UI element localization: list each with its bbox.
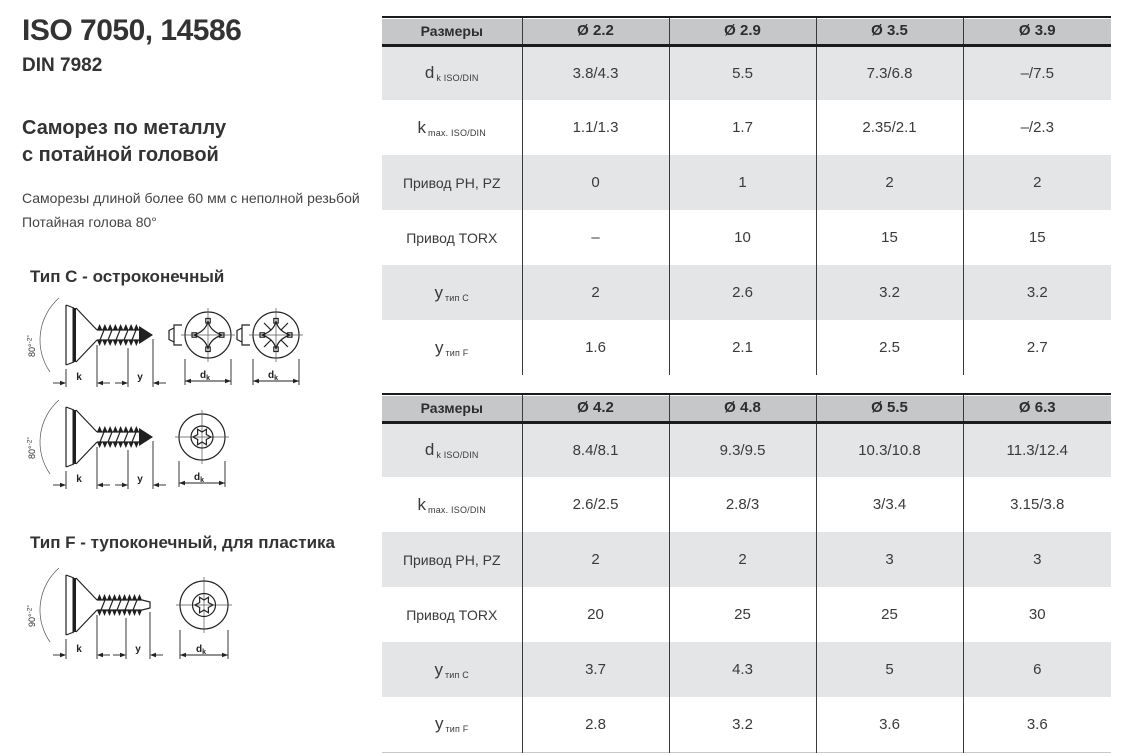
page-title-din: DIN 7982 bbox=[22, 55, 103, 76]
dimensions-table-small-diameters bbox=[382, 16, 1111, 375]
screw-side-view-icon bbox=[26, 568, 164, 659]
cell-value: 2 bbox=[669, 532, 816, 587]
table-row bbox=[382, 422, 1111, 477]
header-cell-diameter: Ø 5.5 bbox=[816, 394, 963, 422]
cell-value: 30 bbox=[963, 587, 1111, 642]
table-row bbox=[382, 320, 1111, 375]
cell-value: 7.3/6.8 bbox=[816, 45, 963, 100]
cell-value: 2.6/2.5 bbox=[522, 477, 669, 532]
table-header-row bbox=[382, 394, 1111, 422]
row-label-subscript: max. ISO/DIN bbox=[426, 127, 486, 138]
type-c-drawing-ph-pz bbox=[22, 295, 322, 395]
header-cell-diameter: Ø 2.2 bbox=[522, 17, 669, 45]
table-row bbox=[382, 45, 1111, 100]
row-label bbox=[382, 532, 522, 587]
product-notes bbox=[22, 187, 374, 235]
cell-value: 10.3/10.8 bbox=[816, 422, 963, 477]
cell-value: 2.8 bbox=[522, 697, 669, 752]
cell-value: 25 bbox=[816, 587, 963, 642]
cell-value: 10 bbox=[669, 210, 816, 265]
row-label-subscript: тип F bbox=[443, 347, 469, 358]
cell-value: 3 bbox=[816, 532, 963, 587]
row-label bbox=[382, 265, 522, 320]
row-label-main: Привод TORX bbox=[406, 229, 498, 246]
cell-value: 2 bbox=[816, 155, 963, 210]
cell-value: 0 bbox=[522, 155, 669, 210]
dim-k-label: k bbox=[76, 643, 82, 655]
row-label bbox=[382, 642, 522, 697]
dim-dk-label: $d_k$ bbox=[267, 369, 279, 382]
row-label bbox=[382, 422, 522, 477]
cell-value: 15 bbox=[963, 210, 1111, 265]
cell-value: 2.8/3 bbox=[669, 477, 816, 532]
dim-k-label: k bbox=[76, 473, 82, 485]
table-row bbox=[382, 642, 1111, 697]
row-label-main: k bbox=[417, 494, 427, 514]
dim-dk-label: $d_k$ bbox=[195, 643, 207, 656]
row-label bbox=[382, 100, 522, 155]
cell-value: 2.5 bbox=[816, 320, 963, 375]
row-label bbox=[382, 320, 522, 375]
row-label-main: y bbox=[434, 659, 443, 679]
row-label bbox=[382, 210, 522, 265]
cell-value: 3 bbox=[963, 532, 1111, 587]
row-label-main: y bbox=[434, 337, 444, 357]
type-f-heading: Тип F - тупоконечный, для пластика bbox=[30, 532, 335, 552]
cell-value: –/7.5 bbox=[963, 45, 1111, 100]
row-label bbox=[382, 155, 522, 210]
row-label-main: Привод PH, PZ bbox=[402, 551, 501, 568]
type-c-heading: Тип C - остроконечный bbox=[30, 266, 225, 286]
cell-value: 5 bbox=[816, 642, 963, 697]
cell-value: 3.15/3.8 bbox=[963, 477, 1111, 532]
cell-value: –/2.3 bbox=[963, 100, 1111, 155]
note-thread: Саморезы длиной более 60 мм с неполной резьбой bbox=[22, 190, 360, 206]
cell-value: 4.3 bbox=[669, 642, 816, 697]
cell-value: 20 bbox=[522, 587, 669, 642]
screw-side-view-icon bbox=[26, 400, 167, 489]
pz-recess-head-icon bbox=[237, 308, 303, 385]
cell-value: 6 bbox=[963, 642, 1111, 697]
torx-recess-head-icon bbox=[175, 410, 229, 487]
row-label bbox=[382, 477, 522, 532]
dim-k-label: k bbox=[76, 371, 82, 383]
cell-value: 3.6 bbox=[963, 697, 1111, 752]
row-label-subscript: тип C bbox=[442, 669, 470, 680]
cell-value: 3.2 bbox=[816, 265, 963, 320]
row-label-main: d bbox=[424, 63, 435, 83]
cell-value: – bbox=[522, 210, 669, 265]
dim-y-label: y bbox=[137, 371, 143, 383]
product-name-line1: Саморез по металлу bbox=[22, 117, 227, 139]
dim-y-label: y bbox=[135, 643, 141, 655]
table-row bbox=[382, 265, 1111, 320]
dim-dk-label: $d_k$ bbox=[193, 471, 205, 484]
header-cell-diameter: Ø 6.3 bbox=[963, 394, 1111, 422]
row-label-main: d bbox=[424, 440, 435, 460]
row-label-main: Привод TORX bbox=[406, 606, 498, 623]
cell-value: 3.8/4.3 bbox=[522, 45, 669, 100]
table-row bbox=[382, 155, 1111, 210]
angle-label: 80°$^{-2^\circ}$ bbox=[26, 334, 37, 357]
cell-value: 3.2 bbox=[669, 697, 816, 752]
cell-value: 3/3.4 bbox=[816, 477, 963, 532]
row-label-subscript: тип C bbox=[442, 292, 470, 303]
row-label-main: y bbox=[434, 714, 444, 734]
cell-value: 3.6 bbox=[816, 697, 963, 752]
row-label-subscript: max. ISO/DIN bbox=[426, 504, 486, 515]
cell-value: 5.5 bbox=[669, 45, 816, 100]
table-row bbox=[382, 210, 1111, 265]
table-row bbox=[382, 477, 1111, 532]
table-row bbox=[382, 532, 1111, 587]
dim-y-label: y bbox=[137, 473, 143, 485]
cell-value: 8.4/8.1 bbox=[522, 422, 669, 477]
cell-value: 15 bbox=[816, 210, 963, 265]
screw-side-view-icon bbox=[26, 298, 167, 387]
page-title-iso: ISO 7050, 14586 bbox=[22, 14, 242, 47]
table-row bbox=[382, 587, 1111, 642]
cell-value: 1.6 bbox=[522, 320, 669, 375]
header-cell-dimensions: Размеры bbox=[382, 17, 522, 45]
cell-value: 2.1 bbox=[669, 320, 816, 375]
header-cell-diameter: Ø 3.5 bbox=[816, 17, 963, 45]
cell-value: 1 bbox=[669, 155, 816, 210]
table-row bbox=[382, 697, 1111, 752]
cell-value: 2 bbox=[963, 155, 1111, 210]
product-name-line2: с потайной головой bbox=[22, 144, 219, 166]
table-row bbox=[382, 100, 1111, 155]
row-label-subscript: k ISO/DIN bbox=[434, 73, 479, 84]
cell-value: 2.7 bbox=[963, 320, 1111, 375]
header-cell-diameter: Ø 3.9 bbox=[963, 17, 1111, 45]
row-label-main: Привод PH, PZ bbox=[402, 174, 501, 191]
tables-pane bbox=[382, 16, 1111, 753]
cell-value: 9.3/9.5 bbox=[669, 422, 816, 477]
angle-label: 80°$^{-2^\circ}$ bbox=[26, 436, 37, 459]
row-label-subscript: k ISO/DIN bbox=[434, 450, 479, 461]
row-label-main: k bbox=[417, 117, 427, 137]
cell-value: 2 bbox=[522, 265, 669, 320]
table-header-row bbox=[382, 17, 1111, 45]
header-cell-diameter: Ø 4.2 bbox=[522, 394, 669, 422]
ph-recess-head-icon bbox=[169, 308, 235, 385]
type-c-drawing-torx bbox=[22, 397, 322, 497]
dim-dk-label: $d_k$ bbox=[199, 369, 211, 382]
cell-value: 1.1/1.3 bbox=[522, 100, 669, 155]
row-label-main: y bbox=[434, 282, 443, 302]
cell-value: 2 bbox=[522, 532, 669, 587]
header-cell-diameter: Ø 4.8 bbox=[669, 394, 816, 422]
cell-value: 25 bbox=[669, 587, 816, 642]
angle-label: 90°$^{-2^\circ}$ bbox=[26, 604, 37, 627]
row-label-subscript: тип F bbox=[443, 724, 469, 735]
product-name bbox=[22, 115, 374, 169]
torx-recess-head-icon bbox=[176, 577, 232, 659]
note-head-angle: Потайная голова 80° bbox=[22, 213, 157, 230]
left-pane bbox=[22, 14, 374, 669]
cell-value: 3.7 bbox=[522, 642, 669, 697]
row-label bbox=[382, 697, 522, 752]
header-cell-dimensions: Размеры bbox=[382, 394, 522, 422]
type-f-drawing-torx bbox=[22, 565, 322, 669]
row-label bbox=[382, 587, 522, 642]
header-cell-diameter: Ø 2.9 bbox=[669, 17, 816, 45]
row-label bbox=[382, 45, 522, 100]
cell-value: 2.6 bbox=[669, 265, 816, 320]
cell-value: 11.3/12.4 bbox=[963, 422, 1111, 477]
dimensions-table-large-diameters bbox=[382, 393, 1111, 753]
cell-value: 1.7 bbox=[669, 100, 816, 155]
cell-value: 3.2 bbox=[963, 265, 1111, 320]
cell-value: 2.35/2.1 bbox=[816, 100, 963, 155]
